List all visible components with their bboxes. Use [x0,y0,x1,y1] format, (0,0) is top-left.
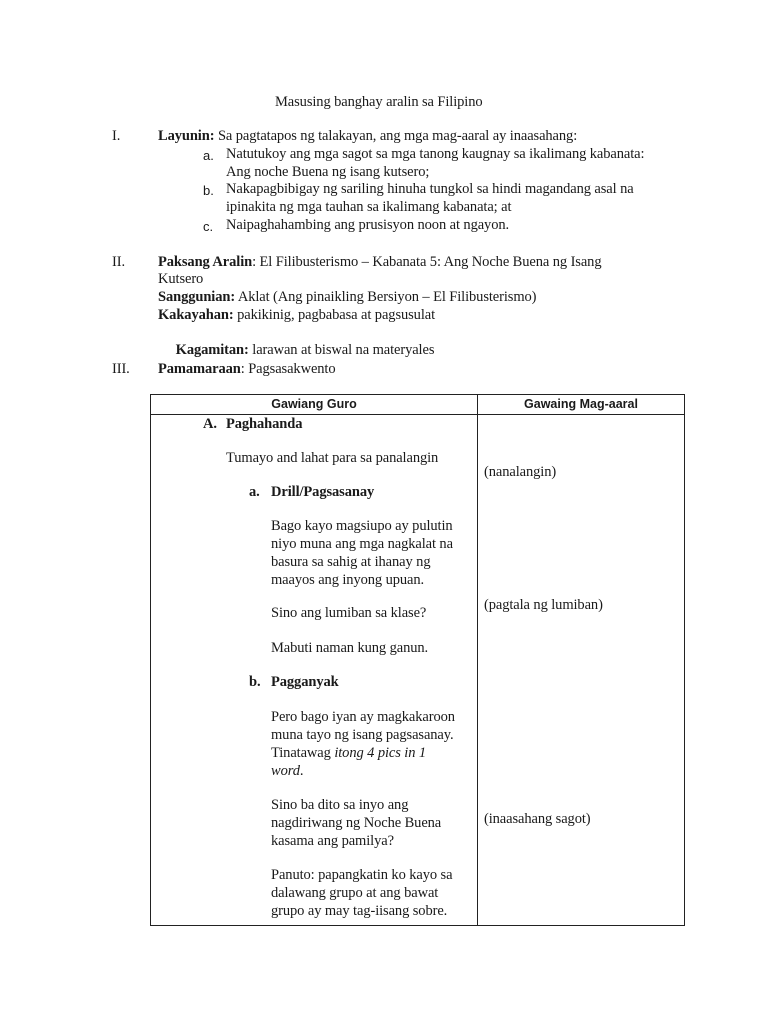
panuto-line-1: Panuto: papangkatin ko kayo sa [271,867,453,883]
drill-letter: a. [249,484,260,500]
drill-title: Drill/Pagsasanay [271,484,375,500]
panuto-line-2: dalawang grupo at ang bawat [271,885,439,901]
sanggunian-line [158,289,536,306]
item-c-line1: Naipaghahambing ang prusisyon noon at ngayon. [226,217,510,233]
kakayahan-label: Kakayahan: [158,307,234,323]
paksang-aralin-text: : El Filibusterismo – Kabanata 5: Ang Noche Buena ng Isang [252,254,602,270]
header-gawaing-mag-aaral: Gawaing Mag-aaral [524,397,638,411]
header-gawiang-guro: Gawiang Guro [271,397,357,411]
drill-line-1: Bago kayo magsiupo ay pulutin [271,518,453,534]
pamamaraan-line [158,361,336,378]
kakayahan-text: pakikinig, pagbabasa at pagsusulat [233,307,436,323]
item-a-letter: a. [203,148,214,163]
pamamaraan-label: Pamamaraan [158,361,241,377]
item-b-line1: Nakapagbibigay ng sariling hinuha tungkol sa hindi magandang asal na [226,181,634,197]
layunin-intro: Sa pagtatapos ng talakayan, ang mga mag-aaral ay inaasahang: [214,128,578,144]
kagamitan-label: Kagamitan: [172,342,249,358]
pagganyak-line-1: Pero bago iyan ay magkakaroon [271,709,455,725]
noche-line-1: Sino ba dito sa inyo ang [271,797,409,813]
a-letter: A. [203,416,217,432]
lumiban-question: Sino ang lumiban sa klase? [271,605,427,621]
section-2-number: II. [112,254,125,270]
nanalangin-response: (nanalangin) [484,464,557,480]
item-a-line1: Natutukoy ang mga sagot sa mga tanong kaugnay sa ikalimang kabanata: [226,146,645,162]
lesson-table [150,394,685,926]
section-1-number: I. [112,128,121,144]
word-italic: word [271,763,300,779]
page-title: Masusing banghay aralin sa Filipino [275,94,483,110]
item-b-letter: b. [203,183,214,198]
panalangin-text: Tumayo and lahat para sa panalangin [226,450,439,466]
lumiban-response: (pagtala ng lumiban) [484,597,603,613]
section-1-line [158,128,577,145]
kakayahan-line [158,307,435,324]
drill-line-4: maayos ang inyong upuan. [271,572,425,588]
pagganyak-line-2: muna tayo ng isang pagsasanay. [271,727,454,743]
pamamaraan-text: : Pagsasakwento [240,361,336,377]
a-paghahanda-title: Paghahanda [226,416,303,432]
layunin-label: Layunin: [158,128,215,144]
table-column-divider [477,395,478,925]
word-dot: . [299,763,304,779]
paksang-aralin-cont: Kutsero [158,271,204,287]
pagganyak-letter: b. [249,674,261,690]
section-3-number: III. [112,361,130,377]
tinatawag-line [271,744,426,762]
paksang-aralin-line [158,254,601,271]
mabuti-text: Mabuti naman kung ganun. [271,640,429,656]
word-line [271,762,303,780]
sanggunian-label: Sanggunian: [158,289,236,305]
pagganyak-title: Pagganyak [271,674,339,690]
paksang-aralin-label: Paksang Aralin [158,254,253,270]
panuto-line-3: grupo ay may tag-iisang sobre. [271,903,448,919]
item-a-line2: Ang noche Buena ng isang kutsero; [226,164,430,180]
inaasahang-sagot-response: (inaasahang sagot) [484,811,591,827]
kagamitan-text: larawan at biswal na materyales [248,342,435,358]
drill-line-3: basura sa sahig at ihanay ng [271,554,431,570]
drill-line-2: niyo muna ang mga nagkalat na [271,536,453,552]
item-b-line2: ipinakita ng mga tauhan sa ikalimang kabanata; at [226,199,512,215]
item-c-letter: c. [203,219,214,234]
noche-line-2: nagdiriwang ng Noche Buena [271,815,442,831]
four-pics-italic: itong 4 pics in 1 [334,745,427,761]
tinatawag-text: Tinatawag [271,745,335,761]
sanggunian-text: Aklat (Ang pinaikling Bersiyon – El Filibusterismo) [235,289,537,305]
noche-line-3: kasama ang pamilya? [271,833,394,849]
